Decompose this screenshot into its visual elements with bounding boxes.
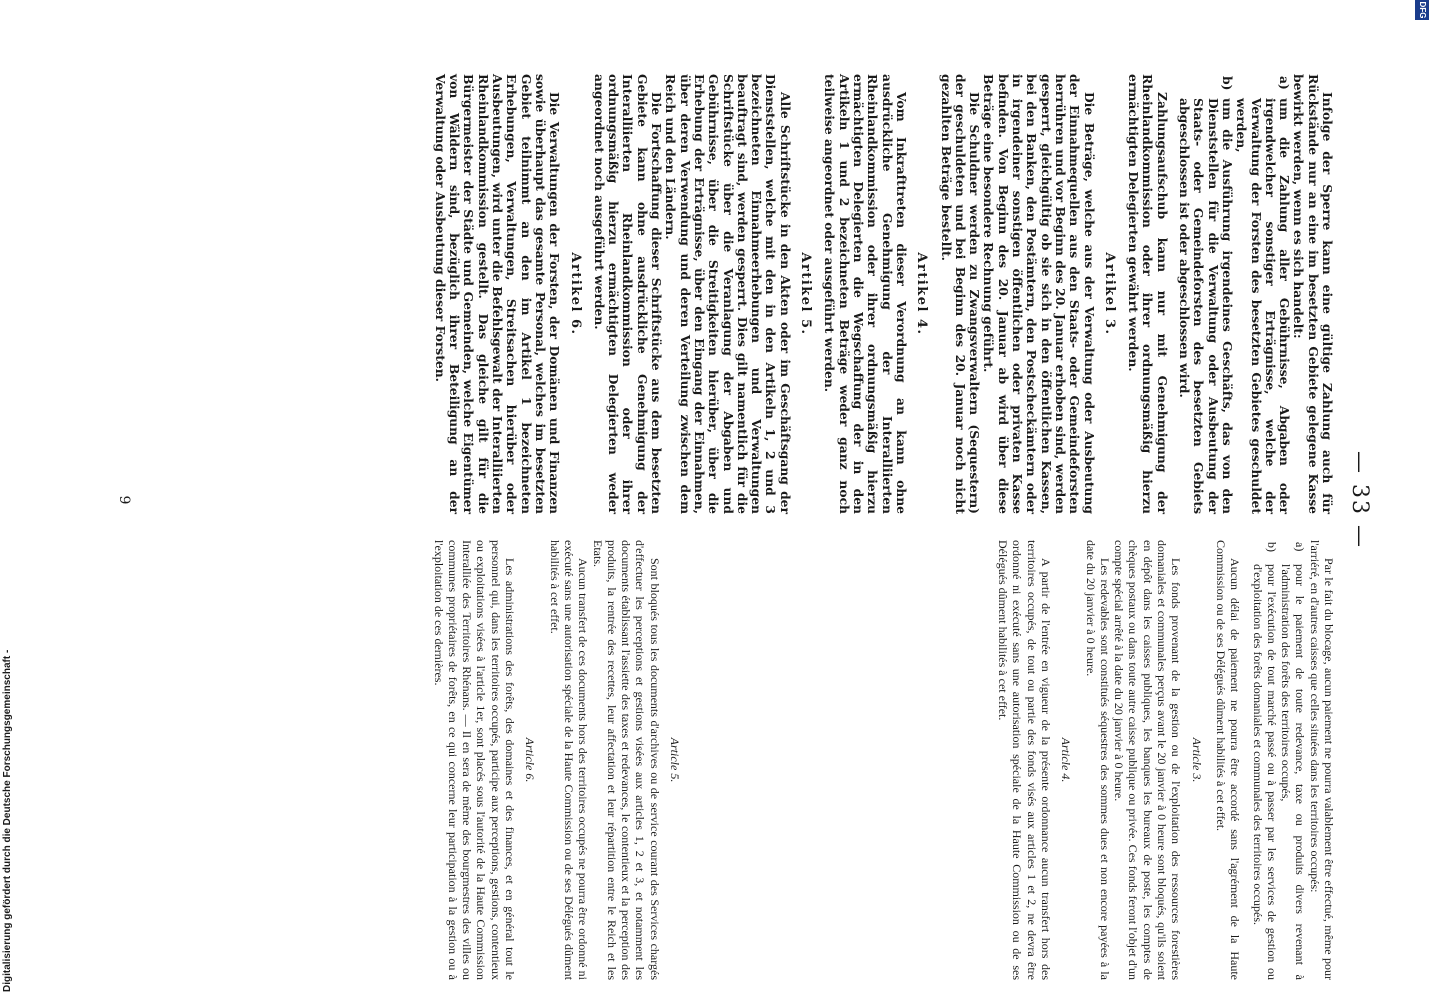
dfg-logo: DFG: [1415, 0, 1429, 20]
sidebar-credit-text: Digitalisierung gefördert durch die Deutsche Forschungsgemeinschaft -: [2, 649, 13, 992]
french-item-a-text: pour le paiement de toute redevance, taxe ou produits divers revenant à l'administration des forêts des territoires occupés,: [1279, 564, 1308, 980]
french-item-b-label: b): [1264, 542, 1279, 552]
french-column-lower: [431, 540, 692, 980]
german-item-a-label: a): [1277, 76, 1293, 90]
french-article-3-para-1: Les fonds provenant de la gestion ou de l'exploitation des ressources forestières domaniales et communales perçus avant le 20 janvier à 0 heure sont bloqués, qu'ils soient en dépôt dans les caisses publiques, les banques les bureaux de poste, les comptes de chèques postaux ou dans toute autre caisse publique ou privée. Ces fonds feront l'objet d'un compte spécial arrêté à la date du 20 janvier à 0 heure.: [1112, 540, 1184, 980]
german-article-3-heading: Artikel 3.: [1101, 252, 1117, 336]
french-item-b: [1250, 540, 1279, 980]
german-article-3-para-1: Die Beträge, welche aus der Verwaltung oder Ausbeutung der Einnahmequellen aus den Staats- oder Gemeindeforsten herrühren und vor Beginn des 20. Januar erhoben sind, werden gesperrt, gleichgültig ob sie sich in den öffentlichen Kassen, bei den Banken, den Postämtern, den Postscheckämtern oder in irgendeiner sonstigen öffentlichen oder privaten Kasse befinden. Von Beginn des 20. Januar ab wird über diese Beträge eine besondere Rechnung geführt.: [981, 74, 1097, 514]
french-intro: Par le fait du blocage, aucun paiement ne pourra valablement être effectué, même pour l'arriéré, en d'autres caisses que celles situées dans les territoires occupés:: [1307, 540, 1336, 980]
german-article-5-para-1: Alle Schriftstücke in den Akten oder im Geschäftsgang der Dienststellen, welche mit den in den Artikeln 1, 2 und 3 bezeichneten Einnahmeerhebungen und Verwaltungen beauftragt sind, werden gesperrt. Dies gilt namentlich für die Schriftstücke über die Veranlagung der Abgaben und Gebührnisse, über die Streitigkeiten hierüber, über die Erhebung der Erträgnisse, über den Eingang der Einnahmen, über deren Verwendung und deren Verteilung zwischen dem Reich und den Ländern.: [663, 74, 793, 514]
french-item-a: [1279, 540, 1308, 980]
french-column-upper: [996, 540, 1336, 980]
german-item-a-text: um die Zahlung aller Gebührnisse, Abgaben oder irgendwelcher sonstiger Erträgnisse, welche der Verwaltung der Forsten des besetzten Gebietes geschuldet werden,: [1234, 98, 1293, 514]
german-article-5-para-2: Die Fortschaffung dieser Schriftstücke aus dem besetzten Gebiete kann ohne ausdrückliche Genehmigung der Interalliierten Rheinlandkommission oder ihrer ordnungsmäßig hierzu ermächtigten Delegierten weder angeordnet noch ausgeführt werden.: [591, 74, 665, 514]
french-payment-delay: Aucun délai de paiement ne pourra être accordé sans l'agrément de la Haute Commission ou de ses Délégués dûment habilités à cet effet.: [1213, 540, 1243, 980]
german-item-a: [1234, 74, 1291, 514]
german-article-4-para-1: Vom Inkrafttreten dieser Verordnung an kann ohne ausdrückliche Genehmigung der Interalliierten Rheinlandkommission oder ihrer ordnungsmäßig hierzu ermächtigten Delegierten die Wegschaffung der in den Artikeln 1 und 2 bezeichneten Beträge weder ganz noch teilweise angeordnet oder ausgeführt werden.: [822, 74, 909, 514]
german-article-3-para-2: Die Schuldner werden zu Zwangsverwaltern (Sequestern) der geschuldeten und bei Beginn des 20. Januar noch nicht gezahlten Beträge bestellt.: [938, 74, 983, 514]
digitization-credit: [1404, 0, 1434, 1000]
page-number: — 33 —: [1347, 451, 1372, 549]
french-article-6-para-1: Les administrations des forêts, des domaines et des finances, et en général tout le personnel qui, dans les territoires occupés, participe aux perceptions, gestions, contentieux ou exploitations visées à l'article 1er, sont placés sous l'autorité de la Haute Commission Interalliée des Territoires Rhénans. — Il en sera de même des bourgmestres des villes ou communes propriétaires de forêts, en ce qui concerne leur participation à la gestion ou à l'exploitation de ces dernières.: [431, 540, 518, 980]
french-article-5-para-2: Aucun transfert de ces documents hors des territoires occupés ne pourra être ordonné ni exécuté sans une autorisation spéciale de la Haute Commission ou de ses Délégués dûment habilités à cet effet.: [547, 540, 591, 980]
german-article-5-heading: Artikel 5.: [798, 252, 813, 336]
french-article-5-heading: Article 5.: [668, 737, 682, 783]
french-item-b-text: pour l'exécution de tout marché passé ou à passer par les services de gestion ou d'exploitation des forêts domaniales et communales des territoires occupés.: [1250, 564, 1279, 980]
german-column-lower: [433, 74, 822, 514]
german-payment-delay: Zahlungsaufschub kann nur mit Genehmigung der Rheinlandkommission oder ihrer ordnungsmäßig hierzu ermächtigten Delegierten gewährt werden.: [1126, 74, 1170, 514]
german-item-b: [1177, 74, 1234, 514]
german-article-6-para-1: Die Verwaltungen der Forsten, der Domänen und Finanzen sowie überhaupt das gesamte Personal, welches im besetzten Gebiet teilnimmt an den im Artikel 1 bezeichneten Erhebungen, Verwaltungen, Streitsachen hierüber oder Ausbeutungen, wird unter die Befehlsgewalt der Interalliierten Rheinlandkommission gestellt. Das gleiche gilt für die Bürgermeister der Städte und Gemeinden, welche Eigentümer von Wäldern sind, bezüglich ihrer Beteiligung an der Verwaltung oder Ausbeutung dieser Forsten.: [432, 74, 563, 514]
german-column-upper: [822, 74, 1334, 514]
german-article-4-heading: Artikel 4.: [914, 252, 930, 336]
german-item-b-label: b): [1219, 76, 1235, 91]
footer-page-number: 9: [116, 495, 132, 505]
german-intro: Infolge der Sperre kann eine gültige Zahlung auch für Rückstände nur an eine im besetzten Gebiete gelegene Kasse bewirkt werden, wenn es sich handelt:: [1291, 74, 1335, 514]
french-article-4-para-1: A partir de l'entrée en vigueur de la présente ordonnance aucun transfert hors des territoires occupés, de tout ou partie des fonds visés aux articles 1 et 2, ne devra être ordonné ni exécuté sans une autorisation spéciale de la Haute Commission ou de ses Délégués dûment habilités à cet effet.: [996, 540, 1053, 980]
french-article-4-heading: Article 4.: [1059, 737, 1074, 783]
german-article-6-heading: Artikel 6.: [567, 252, 583, 336]
french-article-3-para-2: Les redevables sont constitués séquestres des sommes dues et non encore payées à la date du 20 janvier à 0 heure.: [1083, 540, 1112, 980]
french-item-a-label: a): [1293, 542, 1308, 552]
french-article-6-heading: Article 6.: [523, 737, 538, 783]
french-article-3-heading: Article 3.: [1189, 737, 1204, 783]
german-item-b-text: um die Ausführung irgendeines Geschäfts, das von den Dienststellen für die Verwaltung oder Ausbeutung der Staats- oder Gemeindeforsten des besetzten Gebiets abgeschlossen ist oder abgeschlossen wird.: [1177, 98, 1235, 514]
french-article-5-para-1: Sont bloqués tous les documents d'archives ou de service courant des Services chargés d'effectuer les perceptions et gestions visées aux articles 1, 2 et 3, et notamment les documents établissant l'assiette des taxes et redevances, le contentieux et la perception des produits, la rentrée des recettes, leur affectation et leur répartition entre le Reich et les Etats.: [590, 540, 662, 980]
